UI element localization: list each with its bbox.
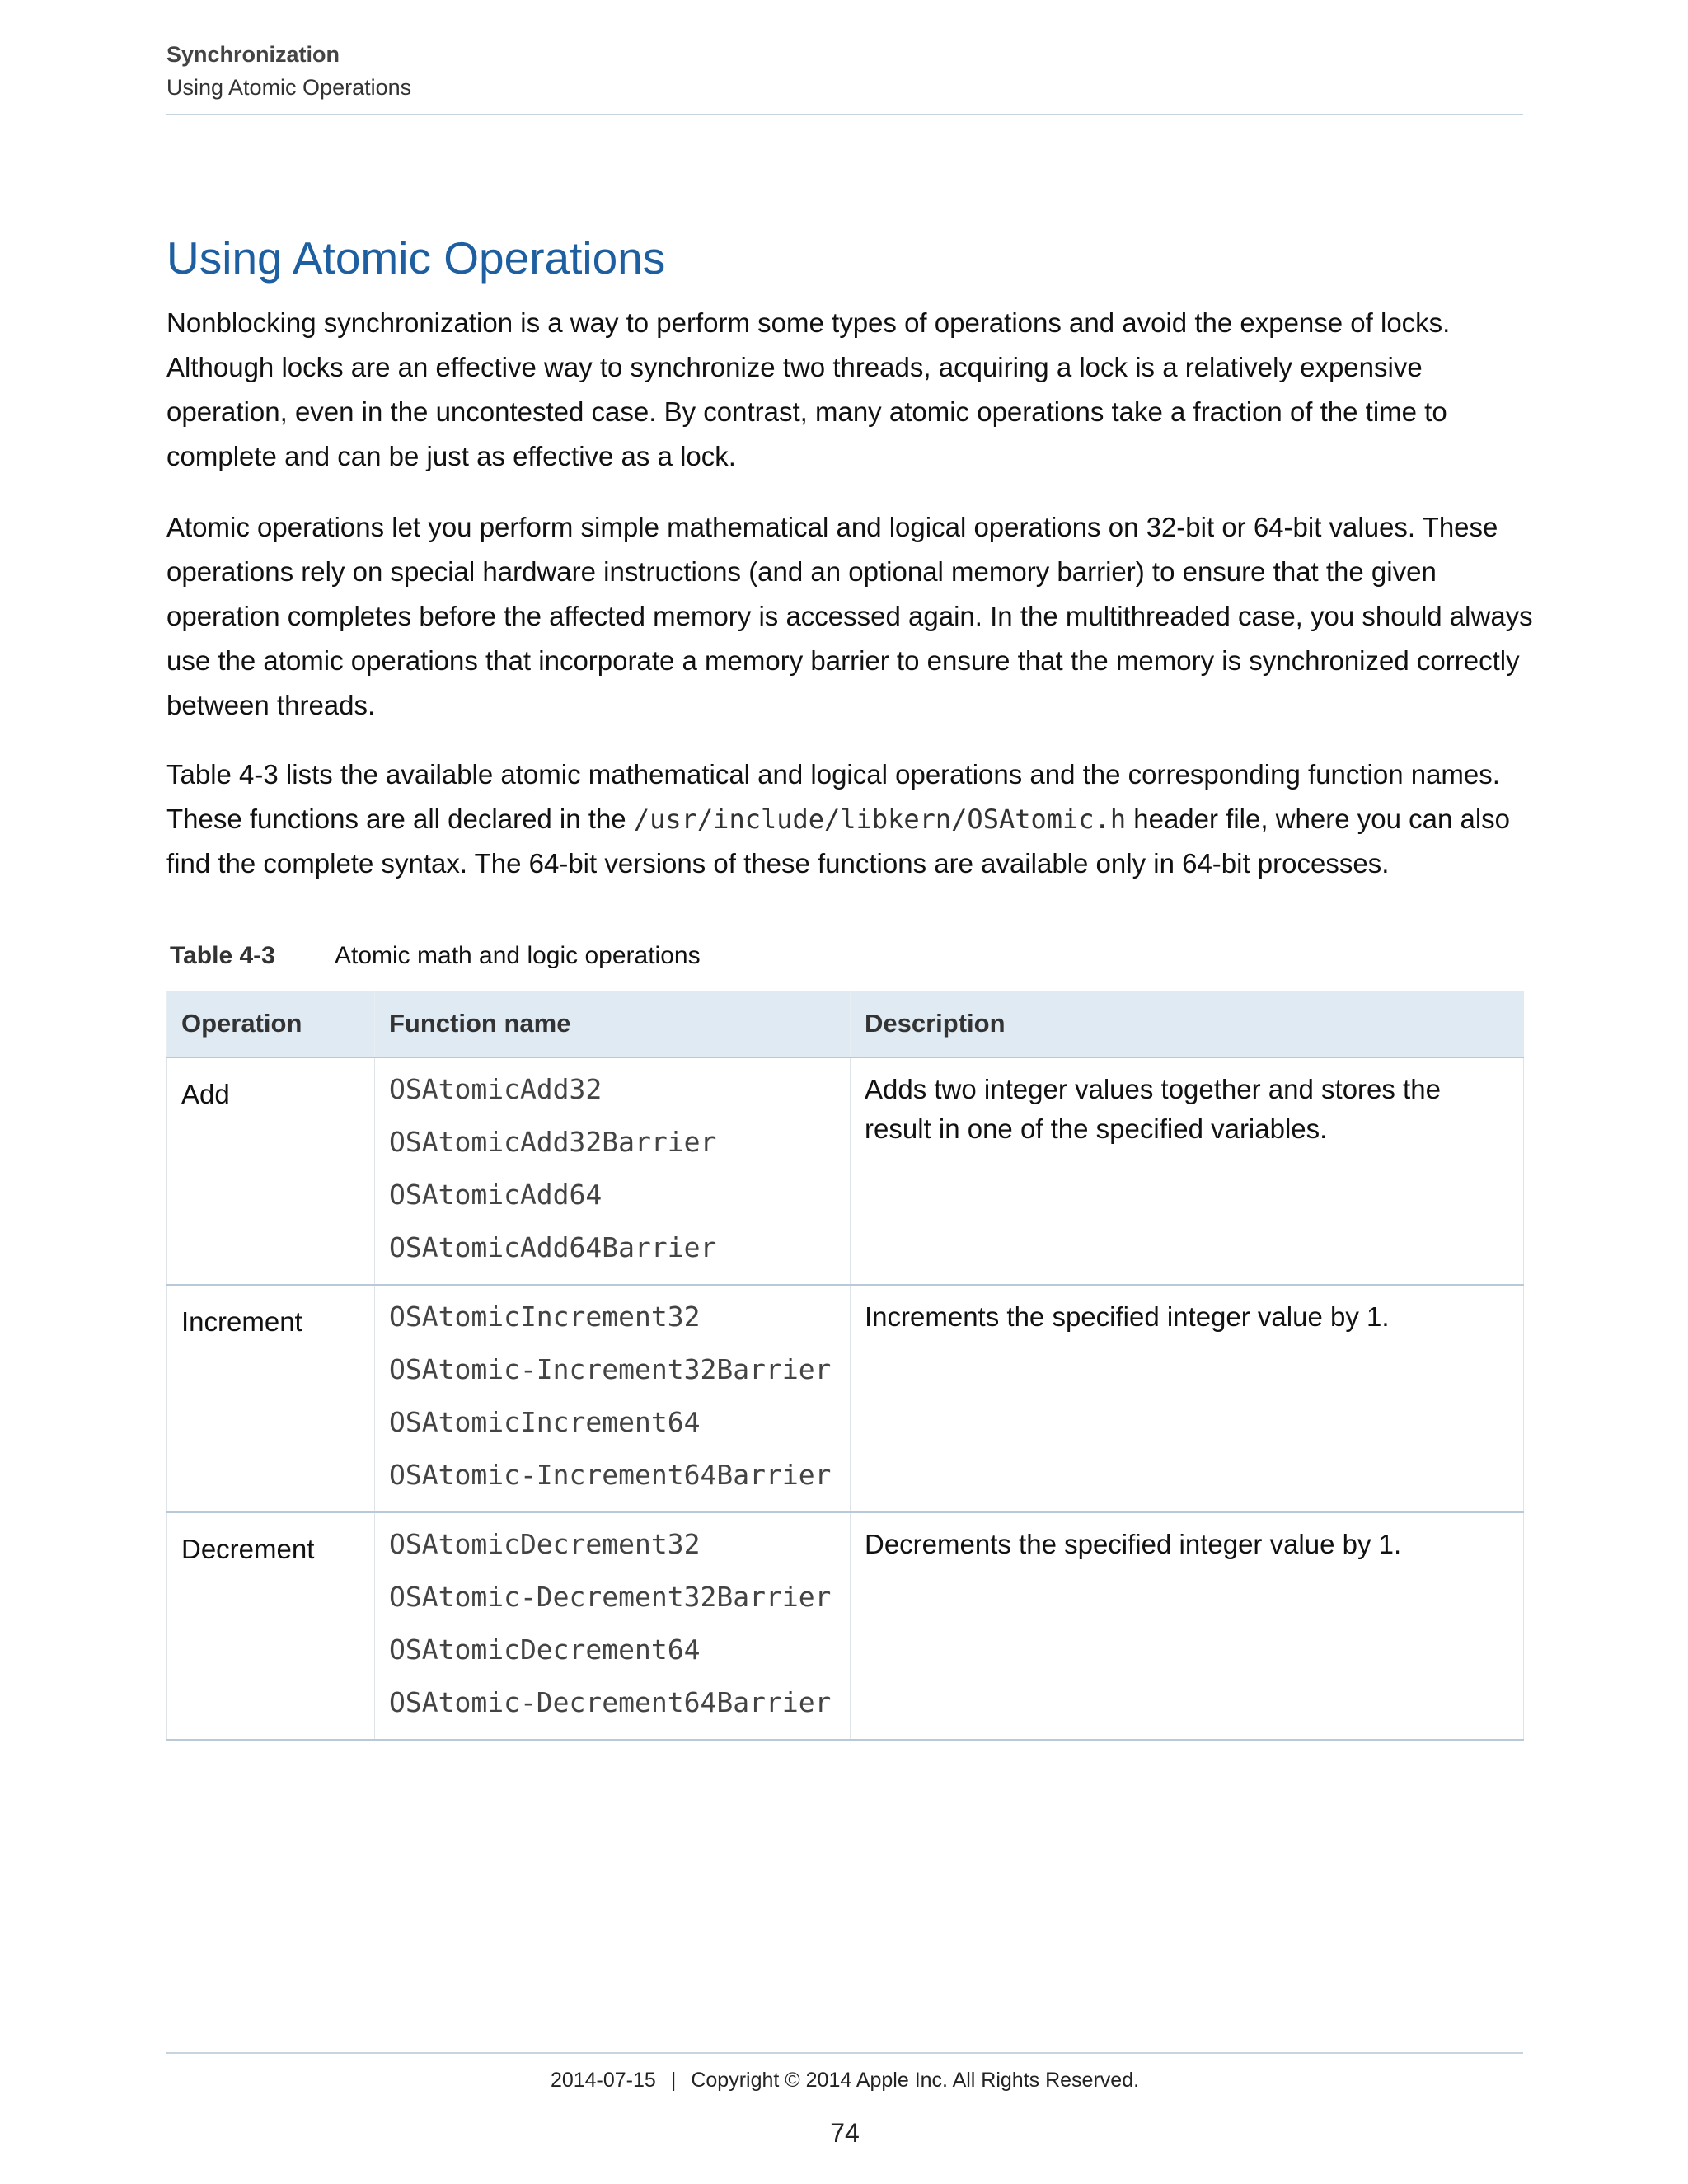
operation-cell: Decrement — [167, 1512, 375, 1740]
table-row — [167, 1285, 1524, 1512]
running-header-section: Using Atomic Operations — [166, 75, 412, 100]
running-header — [166, 38, 1523, 104]
column-header-operation: Operation — [167, 991, 375, 1057]
page-number: 74 — [830, 2118, 860, 2148]
table-title: Atomic math and logic operations — [335, 942, 701, 969]
function-name: OSAtomicAdd32Barrier — [389, 1126, 717, 1158]
function-name: OSAtomicDecrement64 — [389, 1633, 701, 1666]
function-name: OSAtomicAdd64 — [389, 1179, 603, 1211]
running-header-chapter: Synchronization — [166, 42, 340, 67]
function-name: OSAtomicIncrement64 — [389, 1406, 701, 1438]
function-name: OSAtomicAdd32 — [389, 1073, 603, 1105]
footer-date: 2014-07-15 — [550, 2069, 656, 2092]
function-name-cell — [375, 1057, 851, 1285]
table-number: Table 4-3 — [170, 942, 275, 969]
column-header-function-name: Function name — [375, 991, 851, 1057]
operation-cell: Increment — [167, 1285, 375, 1512]
paragraph-1: Nonblocking synchronization is a way to perform some types of operations and avoid the expense of locks. Although locks are an effective way to synchronize two threads, acquiring a lock is a relatively expensive operation, even in the uncontested case. By contrast, many atomic operations take a fraction of the time to complete and can be just as effective as a lock. — [166, 307, 1451, 471]
function-name: OSAtomicIncrement32 — [389, 1301, 701, 1333]
column-header-description: Description — [851, 991, 1524, 1057]
table-row — [167, 1512, 1524, 1740]
function-name: OSAtomicAdd64Barrier — [389, 1231, 717, 1263]
paragraph-3-text-before: Table 4-3 lists the available atomic mathematical and logical operations and the corresponding function names. These functions are all declared in the — [166, 759, 1500, 834]
table-caption — [170, 938, 701, 974]
table-header-row — [167, 991, 1524, 1057]
section-heading: Using Atomic Operations — [166, 232, 666, 284]
atomic-operations-table — [166, 991, 1524, 1741]
paragraph-3-text-after: header file, where you can also find the complete syntax. The 64-bit versions of these functions are available only in 64-bit processes. — [166, 804, 1511, 879]
function-name: OSAtomic‐Decrement32Barrier — [389, 1581, 832, 1613]
function-name: OSAtomic‐Increment64Barrier — [389, 1459, 832, 1491]
footer-copyright: Copyright © 2014 Apple Inc. All Rights Reserved. — [691, 2069, 1140, 2092]
function-name: OSAtomicDecrement32 — [389, 1528, 701, 1560]
description-text: Increments the specified integer value by 1. — [865, 1301, 1390, 1332]
function-name: OSAtomic‐Decrement64Barrier — [389, 1686, 832, 1718]
function-name-cell — [375, 1285, 851, 1512]
table-row — [167, 1057, 1524, 1285]
footer-divider — [166, 2052, 1523, 2054]
footer — [166, 2065, 1523, 2095]
description-cell — [851, 1057, 1524, 1285]
function-name-cell — [375, 1512, 851, 1740]
description-text: Adds two integer values together and stores the result in one of the specified variables. — [865, 1074, 1441, 1144]
function-name: OSAtomic‐Increment32Barrier — [389, 1353, 832, 1385]
description-cell — [851, 1285, 1524, 1512]
paragraph-2: Atomic operations let you perform simple mathematical and logical operations on 32-bit or 64-bit values. These operations rely on special hardware instructions (and an optional memory barrier) to ensure that the given operation completes before the affected memory is accessed again. In the multithreaded case, you should always use the atomic operations that incorporate a memory barrier to ensure that the memory is synchronized correctly between threads. — [166, 512, 1533, 720]
paragraph-3 — [166, 752, 1535, 886]
operation-cell: Add — [167, 1057, 375, 1285]
description-cell — [851, 1512, 1524, 1740]
header-divider — [166, 114, 1523, 115]
footer-separator: | — [670, 2069, 677, 2092]
header-file-path: /usr/include/libkern/OSAtomic.h — [633, 804, 1127, 835]
description-text: Decrements the specified integer value by 1. — [865, 1529, 1402, 1559]
